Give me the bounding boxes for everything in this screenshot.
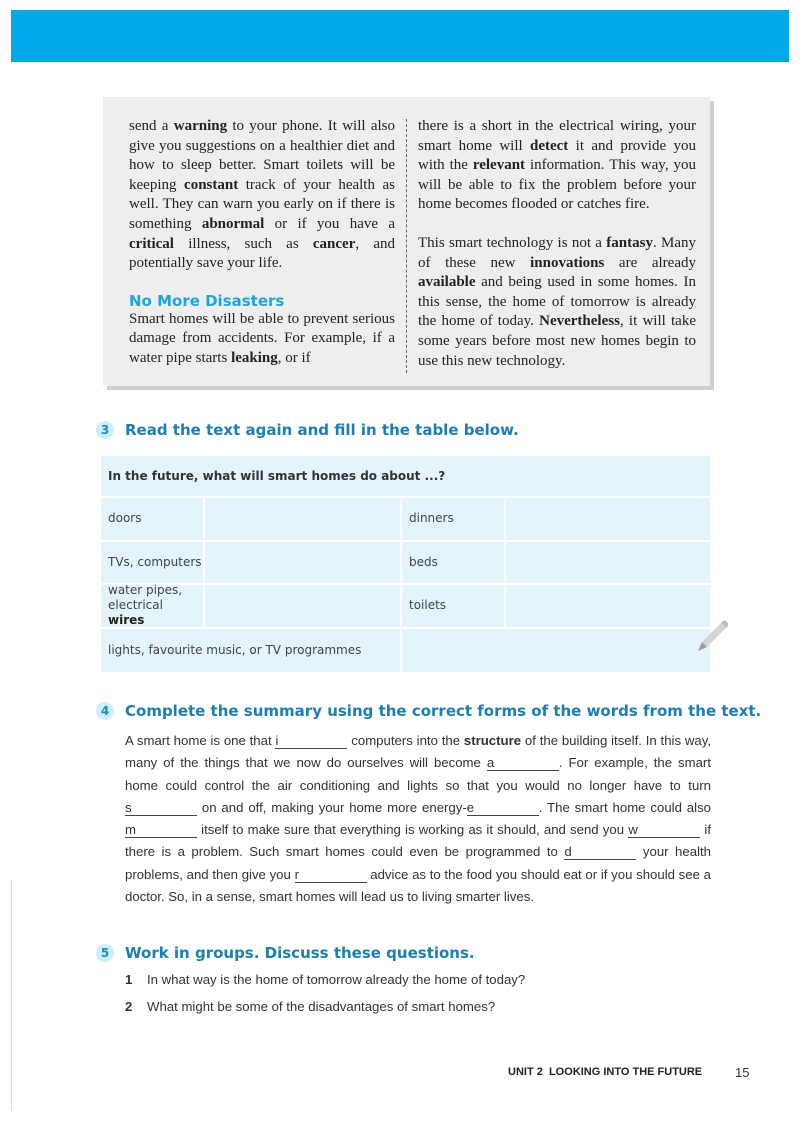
fill-in-blank[interactable]: d (564, 845, 636, 860)
footer-unit-title: UNIT 2 LOOKING INTO THE FUTURE (508, 1066, 703, 1078)
summary-paragraph: A smart home is one that i computers into the structure of the building itself. In this way, many of the things that we now do ourselves will become a . For example, the smart home could control the air conditioning and lights so that you would no longer have to turn s on and off, making your home more energy-e . The smart home could also m itself to make sure that everything is working as it should, and send you w if there is a problem. Such smart homes could even be programmed to d your health problems, and then give you r advice as to the food you should eat or if you should see a doctor. So, in a sense, smart homes will lead us to living smarter lives. (125, 733, 712, 905)
keyword: fantasy (606, 234, 653, 251)
table-cell-label: dinners (402, 498, 506, 540)
keyword: critical (129, 235, 174, 252)
keyword: warning (173, 118, 228, 134)
fill-in-blank[interactable]: s (125, 801, 197, 816)
header-banner (11, 10, 789, 62)
pencil-icon (693, 618, 731, 656)
question-4-heading (96, 702, 761, 720)
keyword: Nevertheless (539, 313, 620, 330)
question-item-text: In what way is the home of tomorrow already the home of today? (147, 972, 526, 987)
reading-paragraph: Smart homes will be able to prevent serious damage from accidents. For example, if a water pipe starts leaking, or if (129, 310, 395, 366)
fill-in-blank[interactable]: i (275, 734, 347, 749)
column-divider (406, 119, 407, 373)
margin-line (11, 880, 12, 1110)
keyword: relevant (472, 157, 526, 174)
reading-right-column (418, 117, 696, 371)
reading-subheading: No More Disasters (129, 291, 285, 310)
question-5-heading (96, 944, 475, 962)
table-cell-line (108, 598, 203, 628)
question-number-badge: 4 (96, 702, 114, 720)
reading-paragraph: there is a short in the electrical wiring, your smart home will detect it and provide you with the relevant information. This way, you will be able to fix the problem before your home becomes flooded or catches fire. (418, 118, 696, 213)
table-row (101, 629, 710, 673)
question-item-text: What might be some of the disadvantages of smart homes? (147, 999, 496, 1014)
table-cell-label: TVs, computers (101, 542, 205, 584)
reading-left-column (129, 117, 395, 369)
table-row (101, 542, 710, 586)
fill-in-blank[interactable]: r (295, 868, 367, 883)
answer-cell-dinners[interactable] (506, 498, 710, 540)
table-cell-text: electrical (108, 598, 163, 613)
answer-table (101, 456, 710, 672)
question-instruction: Complete the summary using the correct forms of the words from the text. (125, 702, 762, 720)
answer-cell-pipes[interactable] (205, 585, 402, 627)
reading-passage-box (103, 97, 710, 386)
keyword: structure (463, 733, 522, 748)
reading-paragraph: This smart technology is not a fantasy. Many of these new innovations are already available and being used in some homes. In this sense, the home of tomorrow is already the home of today. Nevertheless, it will take some years before most new homes begin to use this new technology. (418, 234, 696, 369)
question-number-badge: 5 (96, 944, 114, 962)
fill-in-blank[interactable]: m (125, 823, 197, 838)
keyword: wires (108, 613, 145, 628)
table-cell-line: water pipes, (108, 583, 183, 598)
question-item-number: 1 (125, 972, 133, 987)
question-instruction: Read the text again and fill in the table below. (125, 421, 519, 439)
discussion-question (125, 972, 525, 987)
fill-in-blank[interactable]: e (467, 801, 539, 816)
table-row (101, 498, 710, 542)
table-cell-label (101, 585, 205, 627)
table-cell-label: toilets (402, 585, 506, 627)
answer-cell-lights[interactable] (402, 629, 710, 673)
table-cell-label: lights, favourite music, or TV programmes (101, 629, 402, 673)
reading-paragraph: send a warning to your phone. It will also give you suggestions on a healthier diet and how to sleep better. Smart toilets will be keeping constant track of your health as well. They can warn you early on if there is something abnormal or if you have a critical illness, such as cancer, and potentially save your life. (129, 118, 396, 272)
keyword: constant (184, 176, 239, 193)
keyword: leaking (231, 349, 278, 366)
answer-cell-tvs[interactable] (205, 542, 402, 584)
fill-in-blank[interactable]: w (628, 823, 700, 838)
question-3-heading (96, 421, 519, 439)
keyword: innovations (530, 254, 605, 271)
page-number: 15 (735, 1065, 750, 1080)
question-number-badge: 3 (96, 421, 114, 439)
table-row (101, 585, 710, 629)
answer-cell-doors[interactable] (205, 498, 402, 540)
discussion-question (125, 999, 495, 1014)
table-cell-label: beds (402, 542, 506, 584)
table-title: In the future, what will smart homes do about ...? (101, 456, 710, 498)
table-cell-label: doors (101, 498, 205, 540)
question-instruction: Work in groups. Discuss these questions. (125, 944, 475, 962)
keyword: abnormal (201, 215, 265, 232)
answer-cell-toilets[interactable] (506, 585, 710, 627)
keyword: cancer (312, 235, 356, 252)
keyword: available (418, 274, 476, 291)
keyword: detect (530, 137, 569, 154)
fill-in-blank[interactable]: a (487, 756, 559, 771)
question-item-number: 2 (125, 999, 133, 1014)
answer-cell-beds[interactable] (506, 542, 710, 584)
